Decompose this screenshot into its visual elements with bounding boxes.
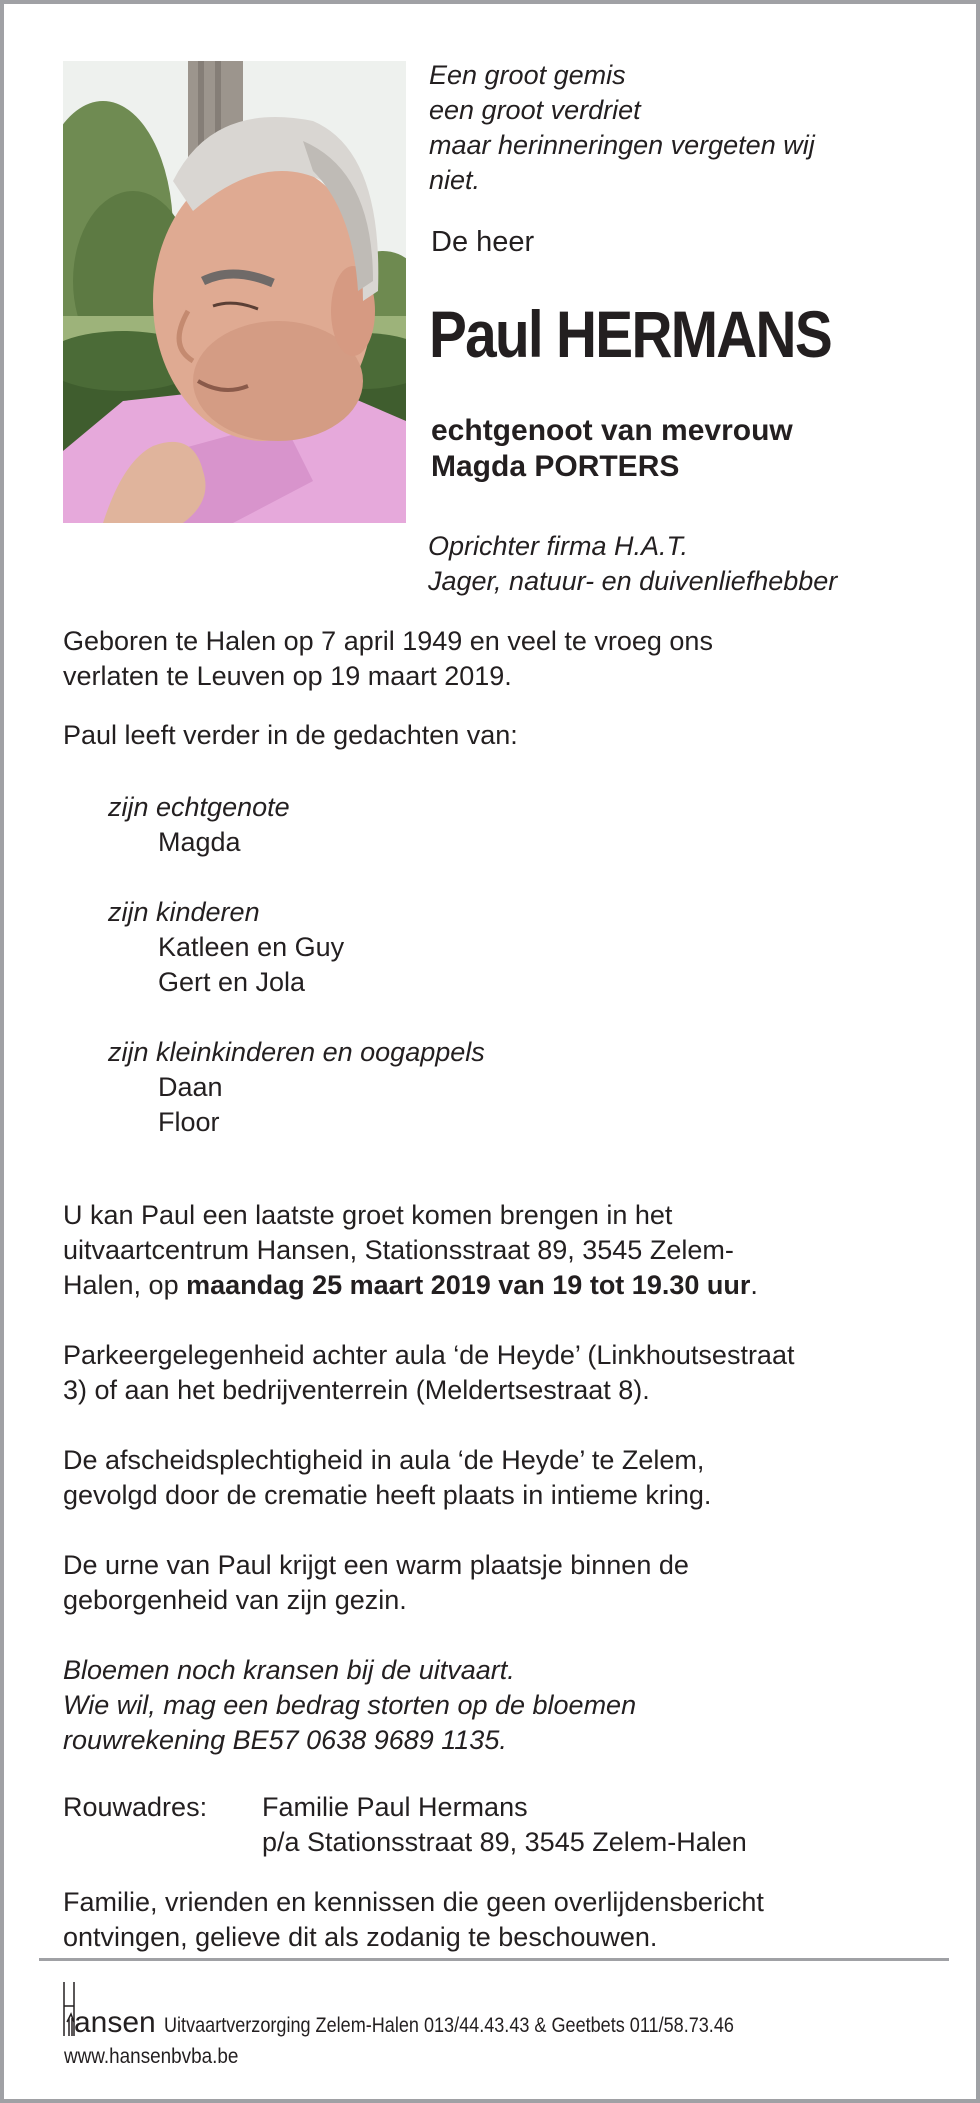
footer-divider <box>39 1958 949 1961</box>
text-span: . <box>750 1270 758 1300</box>
visitation-paragraph <box>63 1198 943 1303</box>
visitation-datetime: maandag 25 maart 2019 van 19 tot 19.30 uur <box>186 1270 751 1300</box>
address-line: Familie Paul Hermans <box>262 1792 528 1822</box>
text-line: Parkeergelegenheid achter aula ‘de Heyde’ (Linkhoutsestraat <box>63 1340 795 1370</box>
survivor-name: Gert en Jola <box>158 967 306 997</box>
bank-account-line: rouwrekening BE57 0638 9689 1135. <box>63 1725 507 1755</box>
role-line: Oprichter firma H.A.T. <box>428 531 689 561</box>
survivors-intro <box>63 718 943 753</box>
flowers-paragraph <box>63 1653 943 1758</box>
roles <box>428 529 837 599</box>
parking-paragraph <box>63 1338 943 1408</box>
verse-line: een groot verdriet <box>429 95 641 125</box>
deceased-name: Paul HERMANS <box>429 297 831 371</box>
text-line: verlaten te Leuven op 19 maart 2019. <box>63 661 512 691</box>
birth-death-paragraph <box>63 624 943 694</box>
survivor-name: Daan <box>158 1072 223 1102</box>
text-line: 3) of aan het bedrijventerrein (Meldertsestraat 8). <box>63 1375 650 1405</box>
text-line: Paul leeft verder in de gedachten van: <box>63 720 518 750</box>
address-line: p/a Stationsstraat 89, 3545 Zelem-Halen <box>262 1827 747 1857</box>
brand-name: ansen <box>74 2006 156 2039</box>
footer-brand-line <box>64 2006 827 2043</box>
honorific: De heer <box>431 226 535 258</box>
survivor-name: Floor <box>158 1107 220 1137</box>
portrait-photo <box>63 61 406 523</box>
text-line: Bloemen noch kransen bij de uitvaart. <box>63 1655 515 1685</box>
text-line: uitvaartcentrum Hansen, Stationsstraat 89, 3545 Zelem- <box>63 1235 734 1265</box>
text-line: Geboren te Halen op 7 april 1949 en veel te vroeg ons <box>63 626 713 656</box>
text-line: geborgenheid van zijn gezin. <box>63 1585 407 1615</box>
survivor-name: Katleen en Guy <box>158 932 345 962</box>
text-line: De afscheidsplechtigheid in aula ‘de Heyde’ te Zelem, <box>63 1445 705 1475</box>
portrait-illustration <box>63 61 406 523</box>
website-link[interactable]: www.hansenbvba.be <box>64 2045 239 2068</box>
survivor-group-label: zijn kleinkinderen en oogappels <box>108 1037 485 1067</box>
survivor-group-label: zijn kinderen <box>108 897 260 927</box>
survivor-group-label: zijn echtgenote <box>108 792 290 822</box>
urn-paragraph <box>63 1548 943 1618</box>
text-line: Wie wil, mag een bedrag storten op de bloemen <box>63 1690 637 1720</box>
verse-line: Een groot gemis <box>429 60 626 90</box>
verse-line: maar herinneringen vergeten wij <box>429 130 815 160</box>
text-line: ontvingen, gelieve dit als zodanig te beschouwen. <box>63 1922 658 1952</box>
funeral-home-contact: Uitvaartverzorging Zelem-Halen 013/44.43.43 & Geetbets 011/58.73.46 <box>164 2014 735 2037</box>
spouse-relation: echtgenoot van mevrouw <box>431 414 793 447</box>
text-line: Familie, vrienden en kennissen die geen overlijdensbericht <box>63 1887 764 1917</box>
mourning-address-label: Rouwadres: <box>63 1792 208 1822</box>
survivor-name: Magda <box>158 827 241 857</box>
memorial-verse <box>429 58 815 198</box>
verse-line: niet. <box>429 165 481 195</box>
text-span: Halen, op <box>63 1270 187 1300</box>
notice-paragraph <box>63 1885 943 1955</box>
mourning-address <box>262 1790 747 1860</box>
spouse-name: Magda PORTERS <box>431 450 680 483</box>
text-line: gevolgd door de crematie heeft plaats in intieme kring. <box>63 1480 712 1510</box>
ceremony-paragraph <box>63 1443 943 1513</box>
role-line: Jager, natuur- en duivenliefhebber <box>428 566 838 596</box>
spouse-info <box>431 413 793 485</box>
text-line <box>63 1268 943 1303</box>
text-line: De urne van Paul krijgt een warm plaatsje binnen de <box>63 1550 689 1580</box>
text-line: U kan Paul een laatste groet komen brengen in het <box>63 1200 673 1230</box>
